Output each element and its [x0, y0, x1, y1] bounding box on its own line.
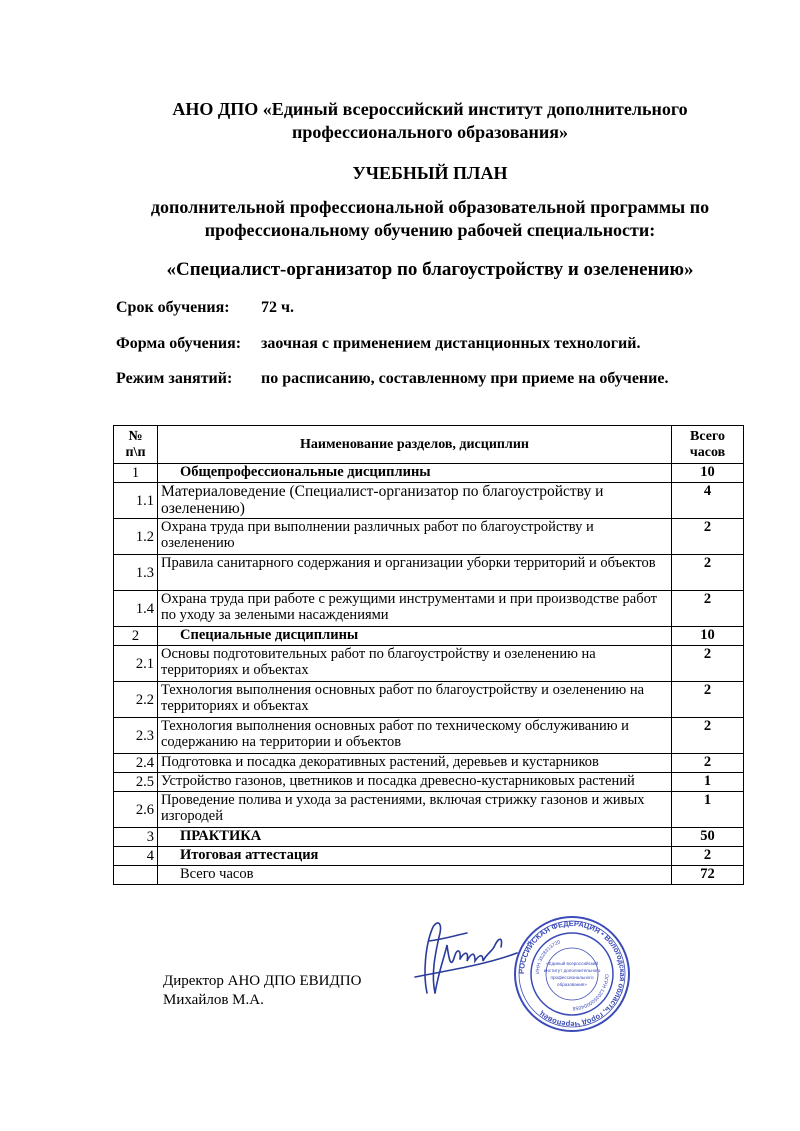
organization-name [60, 98, 800, 144]
header-number: № п\п [114, 426, 158, 464]
row-number: 1.3 [114, 555, 158, 591]
meta-value: заочная с применением дистанционных технологий. [261, 335, 641, 352]
svg-text:профессионального: профессионального [550, 975, 594, 980]
table-row-section [114, 464, 744, 483]
table-row [114, 483, 744, 519]
row-number: 2.3 [114, 718, 158, 754]
meta-form [116, 335, 641, 353]
director-block [163, 972, 361, 1010]
seal-rings [515, 917, 629, 1031]
director-name: Михайлов М.А. [163, 992, 264, 1008]
row-name: Общепрофессиональные дисциплины [158, 464, 672, 483]
org-line-1: АНО ДПО «Единый всероссийский институт дополнительного [172, 99, 688, 119]
row-number: 1.4 [114, 591, 158, 627]
meta-label: Форма обучения: [116, 335, 242, 352]
table-row-section [114, 847, 744, 866]
row-hours: 2 [672, 646, 744, 682]
row-name: Подготовка и посадка декоративных растений, деревьев и кустарников [158, 754, 672, 773]
svg-text:институт дополнительного: институт дополнительного [543, 968, 601, 973]
meta-value: по расписанию, составленному при приеме на обучение. [261, 370, 669, 387]
row-name: Итоговая аттестация [158, 847, 672, 866]
table-row-total [114, 866, 744, 885]
row-name: Проведение полива и ухода за растениями, включая стрижку газонов и живых изгородей [158, 792, 672, 828]
header-name: Наименование разделов, дисциплин [158, 426, 672, 464]
table-row [114, 773, 744, 792]
meta-value: 72 ч. [261, 299, 295, 316]
plan-title: УЧЕБНЫЙ ПЛАН [352, 163, 508, 183]
handwritten-signature [405, 915, 525, 1005]
table-row [114, 792, 744, 828]
row-hours: 2 [672, 519, 744, 555]
table-row [114, 519, 744, 555]
row-hours: 2 [672, 591, 744, 627]
row-number: 1 [114, 464, 158, 483]
row-name: Технология выполнения основных работ по техническому обслуживанию и содержанию на территории и объектов [158, 718, 672, 754]
row-number [114, 866, 158, 885]
row-hours: 2 [672, 754, 744, 773]
table-row-section [114, 627, 744, 646]
table-row [114, 591, 744, 627]
signature-strokes [415, 923, 517, 993]
row-number: 2.6 [114, 792, 158, 828]
org-line-2: профессионального образования» [291, 122, 569, 142]
table-row [114, 682, 744, 718]
svg-text:РОССИЙСКАЯ ФЕДЕРАЦИЯ • Вологод: РОССИЙСКАЯ ФЕДЕРАЦИЯ • Вологодская область, город Череповец [516, 918, 628, 1030]
row-number: 2.1 [114, 646, 158, 682]
row-hours: 4 [672, 483, 744, 519]
row-hours: 72 [672, 866, 744, 885]
row-name: Материаловедение (Специалист-организатор по благоустройству и озеленению) [158, 483, 672, 519]
table-row [114, 718, 744, 754]
row-number: 2.5 [114, 773, 158, 792]
row-number: 2.2 [114, 682, 158, 718]
row-name: Основы подготовительных работ по благоустройству и озеленению на территориях и объектах [158, 646, 672, 682]
row-name: ПРАКТИКА [158, 828, 672, 847]
meta-schedule [116, 370, 668, 388]
row-hours: 10 [672, 627, 744, 646]
svg-text:ОГРН 1203500004058: ОГРН 1203500004058 [572, 973, 610, 1012]
row-name: Специальные дисциплины [158, 627, 672, 646]
director-title: Директор АНО ДПО ЕВИДПО [163, 973, 362, 989]
seal-text [517, 919, 627, 1029]
row-number: 1.1 [114, 483, 158, 519]
row-hours: 1 [672, 773, 744, 792]
meta-label: Срок обучения: [116, 299, 230, 316]
row-hours: 2 [672, 555, 744, 591]
row-number: 2.4 [114, 754, 158, 773]
row-name: Всего часов [158, 866, 672, 885]
header-hours: Всего часов [672, 426, 744, 464]
program-subtitle [60, 196, 800, 242]
row-hours: 2 [672, 682, 744, 718]
subtitle-line-1: дополнительной профессиональной образовательной программы по [150, 197, 710, 217]
row-name: Охрана труда при работе с режущими инструментами и при производстве работ по уходу за зелеными насаждениями [158, 591, 672, 627]
row-name: Правила санитарного содержания и организации уборки территорий и объектов [158, 555, 672, 591]
row-name: Технология выполнения основных работ по благоустройству и озеленению на территориях и объектах [158, 682, 672, 718]
row-name: Устройство газонов, цветников и посадка древесно-кустарниковых растений [158, 773, 672, 792]
table-row-section [114, 828, 744, 847]
row-name: Охрана труда при выполнении различных работ по благоустройству и озеленению [158, 519, 672, 555]
svg-text:ИНН 3528313720: ИНН 3528313720 [534, 939, 562, 975]
row-hours: 10 [672, 464, 744, 483]
organization-seal [513, 915, 631, 1033]
meta-duration [116, 299, 294, 317]
row-hours: 50 [672, 828, 744, 847]
curriculum-table [113, 425, 744, 885]
row-hours: 2 [672, 718, 744, 754]
row-hours: 2 [672, 847, 744, 866]
table-header-row [114, 426, 744, 464]
svg-text:образования»: образования» [557, 982, 587, 987]
meta-label: Режим занятий: [116, 370, 233, 387]
subtitle-line-2: профессиональному обучению рабочей специальности: [204, 220, 656, 240]
row-hours: 1 [672, 792, 744, 828]
row-number: 3 [114, 828, 158, 847]
table-row [114, 754, 744, 773]
row-number: 2 [114, 627, 158, 646]
svg-text:«Единый всероссийский: «Единый всероссийский [545, 961, 599, 966]
table-row [114, 646, 744, 682]
specialty-title: «Специалист-организатор по благоустройству и озеленению» [166, 259, 694, 280]
row-number: 1.2 [114, 519, 158, 555]
table-row [114, 555, 744, 591]
row-number: 4 [114, 847, 158, 866]
